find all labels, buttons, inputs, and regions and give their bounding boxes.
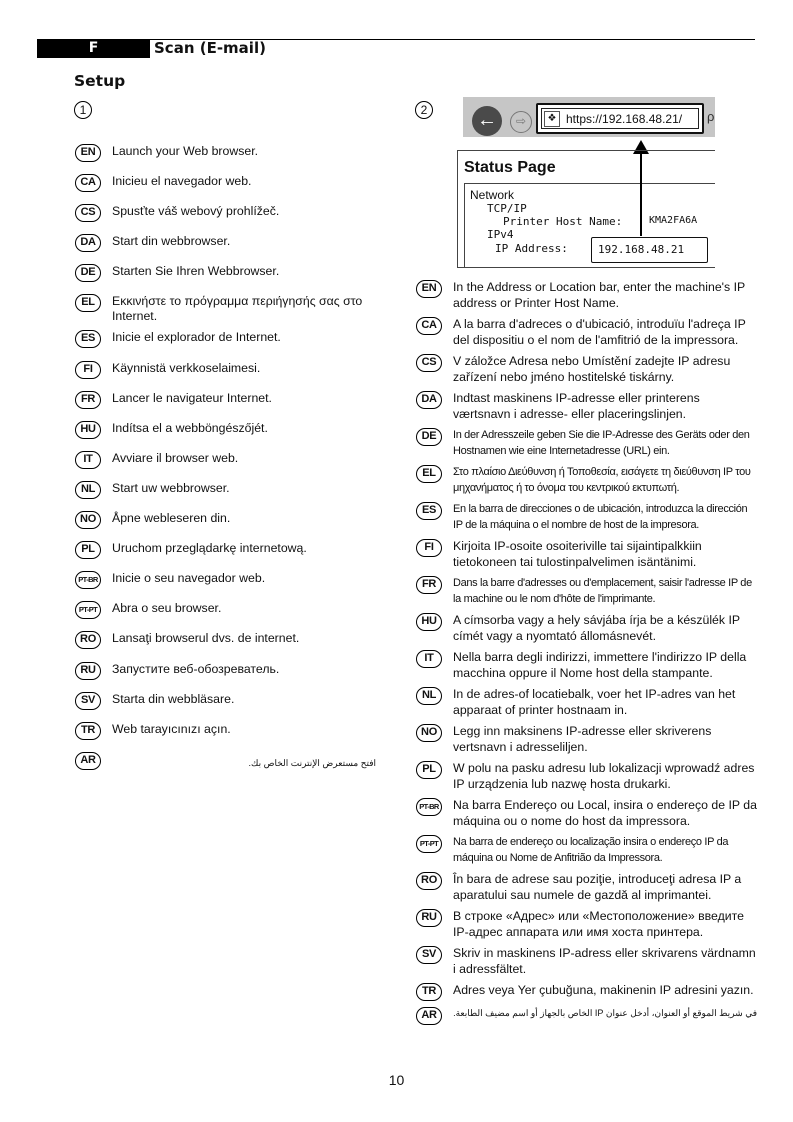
list-item [416,317,758,348]
list-item [75,481,385,511]
lang-badge: RU [75,662,101,680]
instruction-text: Web tarayıcınızı açın. [112,721,231,736]
step-1-language-list [75,144,385,782]
list-item [75,752,385,782]
list-item [416,798,758,829]
lang-badge: ES [416,502,442,520]
instruction-text: Abra o seu browser. [112,601,222,616]
instruction-text: Запустите веб-обозреватель. [112,661,280,676]
instruction-text: Legg inn maksinens IP-adresse eller skriverens vertsnavn i adresseliljen. [453,724,712,754]
instruction-text: A címsorba vagy a hely sávjába írja be a készülék IP címét vagy a nyomtató állomásnevét. [453,613,740,643]
arrow-line [640,152,642,236]
list-item [75,361,385,391]
host-name-value: KMA2FA6A [649,215,698,226]
lang-badge: AR [75,752,101,770]
instruction-text: Skriv in maskinens IP-adress eller skrivarens värdnamn i adressfältet. [453,946,756,976]
step-2-language-list [416,280,758,1031]
instruction-text: In de adres-of locatiebalk, voer het IP-adres van het apparaat of printer hostnaam in. [453,687,736,717]
lang-badge: SV [75,692,101,710]
page-number: 10 [388,1072,405,1088]
instruction-text: In der Adresszeile geben Sie die IP-Adresse des Geräts oder den Hostnamen wie eine Internetadresse (URL) ein. [453,429,750,457]
instruction-text: En la barra de direcciones o de ubicación, introduzca la dirección IP de la máquina o el nombre de host de la impresora. [453,503,748,531]
instruction-text: V záložce Adresa nebo Umístění zadejte IP adresu zařízení nebo jméno hostitelské tiskárny. [453,354,731,384]
instruction-text: Start din webbrowser. [112,234,231,249]
instruction-text: Käynnistä verkkoselaimesi. [112,360,261,375]
lang-badge: CS [416,354,442,372]
search-icon: ρ [707,109,715,124]
lang-badge: CA [75,174,101,192]
list-item [416,687,758,718]
section-letter: F [37,39,150,58]
list-item [416,872,758,903]
tcpip-label: TCP/IP [487,202,527,215]
list-item [75,391,385,421]
list-item [416,909,758,940]
lang-badge: FR [416,576,442,594]
lang-badge: EL [416,465,442,483]
address-url: https://192.168.48.21/ [566,111,683,126]
lang-badge: TR [416,983,442,1001]
list-item [75,174,385,204]
instruction-text: Uruchom przeglądarkę internetową. [112,541,307,556]
list-item [416,724,758,755]
list-item [75,204,385,234]
setup-heading: Setup [74,72,126,90]
ip-address-value: 192.168.48.21 [598,243,685,256]
lang-badge: AR [416,1007,442,1025]
list-item [416,835,758,866]
lang-badge: NO [75,511,101,529]
lang-badge: ES [75,330,101,348]
list-item [416,502,758,533]
status-page-illustration [457,150,715,268]
list-item [416,613,758,644]
lang-badge: FI [416,539,442,557]
lang-badge: EN [75,144,101,162]
instruction-text: افتح مستعرض الإنترنت الخاص بك. [248,757,376,768]
lang-badge: FR [75,391,101,409]
lang-badge: CS [75,204,101,222]
instruction-text: Nella barra degli indirizzi, immettere l'indirizzo IP della macchina oppure il Nome host della stampante. [453,650,747,680]
instruction-text: Spusťte váš webový prohlížeč. [112,204,280,219]
instruction-text: Lansaţi browserul dvs. de internet. [112,631,300,646]
list-item [75,234,385,264]
list-item [416,1007,758,1025]
list-item [416,354,758,385]
instruction-text: Launch your Web browser. [112,144,259,158]
site-icon: ❖ [544,111,560,127]
list-item [75,330,385,360]
list-item [416,576,758,607]
lang-badge: DA [416,391,442,409]
instruction-text: A la barra d'adreces o d'ubicació, introduïu l'adreça IP del dispositiu o el nom de l'amfitrió de la impressora. [453,317,746,347]
lang-badge: FI [75,361,101,379]
list-item [416,391,758,422]
network-info-box [464,183,715,267]
list-item [416,465,758,496]
instruction-text: În bara de adrese sau poziţie, introduceţi adresa IP a aparatului sau numele de gazdă al imprimantei. [453,872,742,902]
ip-address-highlight [591,237,708,263]
lang-badge: NL [75,481,101,499]
lang-badge: EL [75,294,101,312]
lang-badge: PT-PT [75,601,101,619]
forward-arrow-icon: ⇨ [510,111,532,133]
lang-badge: IT [416,650,442,668]
lang-badge: DE [416,428,442,446]
list-item [75,511,385,541]
instruction-text: Na barra de endereço ou localização insira o endereço IP da máquina ou Nome de Anfitrião da Impressora. [453,836,729,864]
step-1-number: 1 [74,101,92,119]
lang-badge: PT-PT [416,835,442,853]
ipv4-label: IPv4 [487,228,514,241]
lang-badge: RO [75,631,101,649]
instruction-text: Avviare il browser web. [112,450,239,465]
ip-address-label: IP Address: [495,242,568,255]
list-item [75,144,385,174]
instruction-text: Lancer le navigateur Internet. [112,390,272,405]
list-item [75,421,385,451]
lang-badge: NO [416,724,442,742]
host-name-label: Printer Host Name: [503,215,623,228]
list-item [75,662,385,692]
lang-badge: PT-BR [416,798,442,816]
instruction-text: Inicie el explorador de Internet. [112,330,281,345]
lang-badge: IT [75,451,101,469]
instruction-text: Start uw webbrowser. [112,480,230,495]
step-2-number: 2 [415,101,433,119]
lang-badge: RU [416,909,442,927]
instruction-text: Na barra Endereço ou Local, insira o endereço de IP da máquina ou o nome do host da impressora. [453,798,757,828]
lang-badge: PT-BR [75,571,101,589]
list-item [416,761,758,792]
instruction-text: Inicie o seu navegador web. [112,571,266,586]
lang-badge: NL [416,687,442,705]
lang-badge: DE [75,264,101,282]
instruction-text: W polu na pasku adresu lub lokalizacji wprowadź adres IP urządzenia lub nazwę hosta drukarki. [453,761,755,791]
list-item [416,428,758,459]
status-page-title: Status Page [464,159,556,176]
list-item [416,650,758,681]
instruction-text: في شريط الموقع أو العنوان، أدخل عنوان IP الخاص بالجهاز أو اسم مضيف الطابعة. [453,1008,757,1018]
list-item [75,722,385,752]
address-bar [541,108,699,129]
list-item [416,946,758,977]
list-item [416,539,758,570]
instruction-text: В строке «Адрес» или «Местоположение» введите IP-адрес аппарата или имя хоста принтера. [453,909,744,939]
list-item [416,280,758,311]
instruction-text: Inicieu el navegador web. [112,174,252,189]
lang-badge: HU [75,421,101,439]
lang-badge: SV [416,946,442,964]
list-item [416,983,758,1001]
lang-badge: TR [75,722,101,740]
lang-badge: HU [416,613,442,631]
lang-badge: PL [75,541,101,559]
instruction-text: Kirjoita IP-osoite osoiteriville tai sijaintipalkkiin tietokoneen tai tulostinpalvelimen isäntänimi. [453,539,702,569]
instruction-text: Starta din webbläsare. [112,691,235,706]
lang-badge: RO [416,872,442,890]
lang-badge: PL [416,761,442,779]
instruction-text: Στο πλαίσιο Διεύθυνση ή Τοποθεσία, εισάγετε τη διεύθυνση IP του μηχανήματος ή το όνομα του κεντρικού εκτυπωτή. [453,466,751,494]
instruction-text: Indítsa el a webböngészőjét. [112,420,268,435]
instruction-text: Εκκινήστε το πρόγραμμα περιήγησής σας στο Internet. [112,294,363,324]
section-title: Scan (E-mail) [154,39,266,57]
network-label: Network [470,188,515,202]
list-item [75,692,385,722]
instruction-text: Dans la barre d'adresses ou d'emplacement, saisir l'adresse IP de la machine ou le nom d'hôte de l'imprimante. [453,577,752,605]
list-item [75,631,385,661]
list-item [75,571,385,601]
instruction-text: Starten Sie Ihren Webbrowser. [112,264,280,279]
instruction-text: Åpne webleseren din. [112,511,231,526]
instruction-text: Adres veya Yer çubuğuna, makinenin IP adresini yazın. [453,983,754,997]
list-item [75,541,385,571]
lang-badge: DA [75,234,101,252]
instruction-text: Indtast maskinens IP-adresse eller printerens værtsnavn i adresse- eller placeringslinjen. [453,391,700,421]
list-item [75,451,385,481]
list-item [75,294,385,330]
list-item [75,601,385,631]
lang-badge: EN [416,280,442,298]
browser-toolbar-illustration [463,97,715,137]
back-arrow-icon: ← [472,106,502,136]
address-bar-highlight [536,103,704,134]
instruction-text: In the Address or Location bar, enter the machine's IP address or Printer Host Name. [453,280,745,310]
list-item [75,264,385,294]
lang-badge: CA [416,317,442,335]
